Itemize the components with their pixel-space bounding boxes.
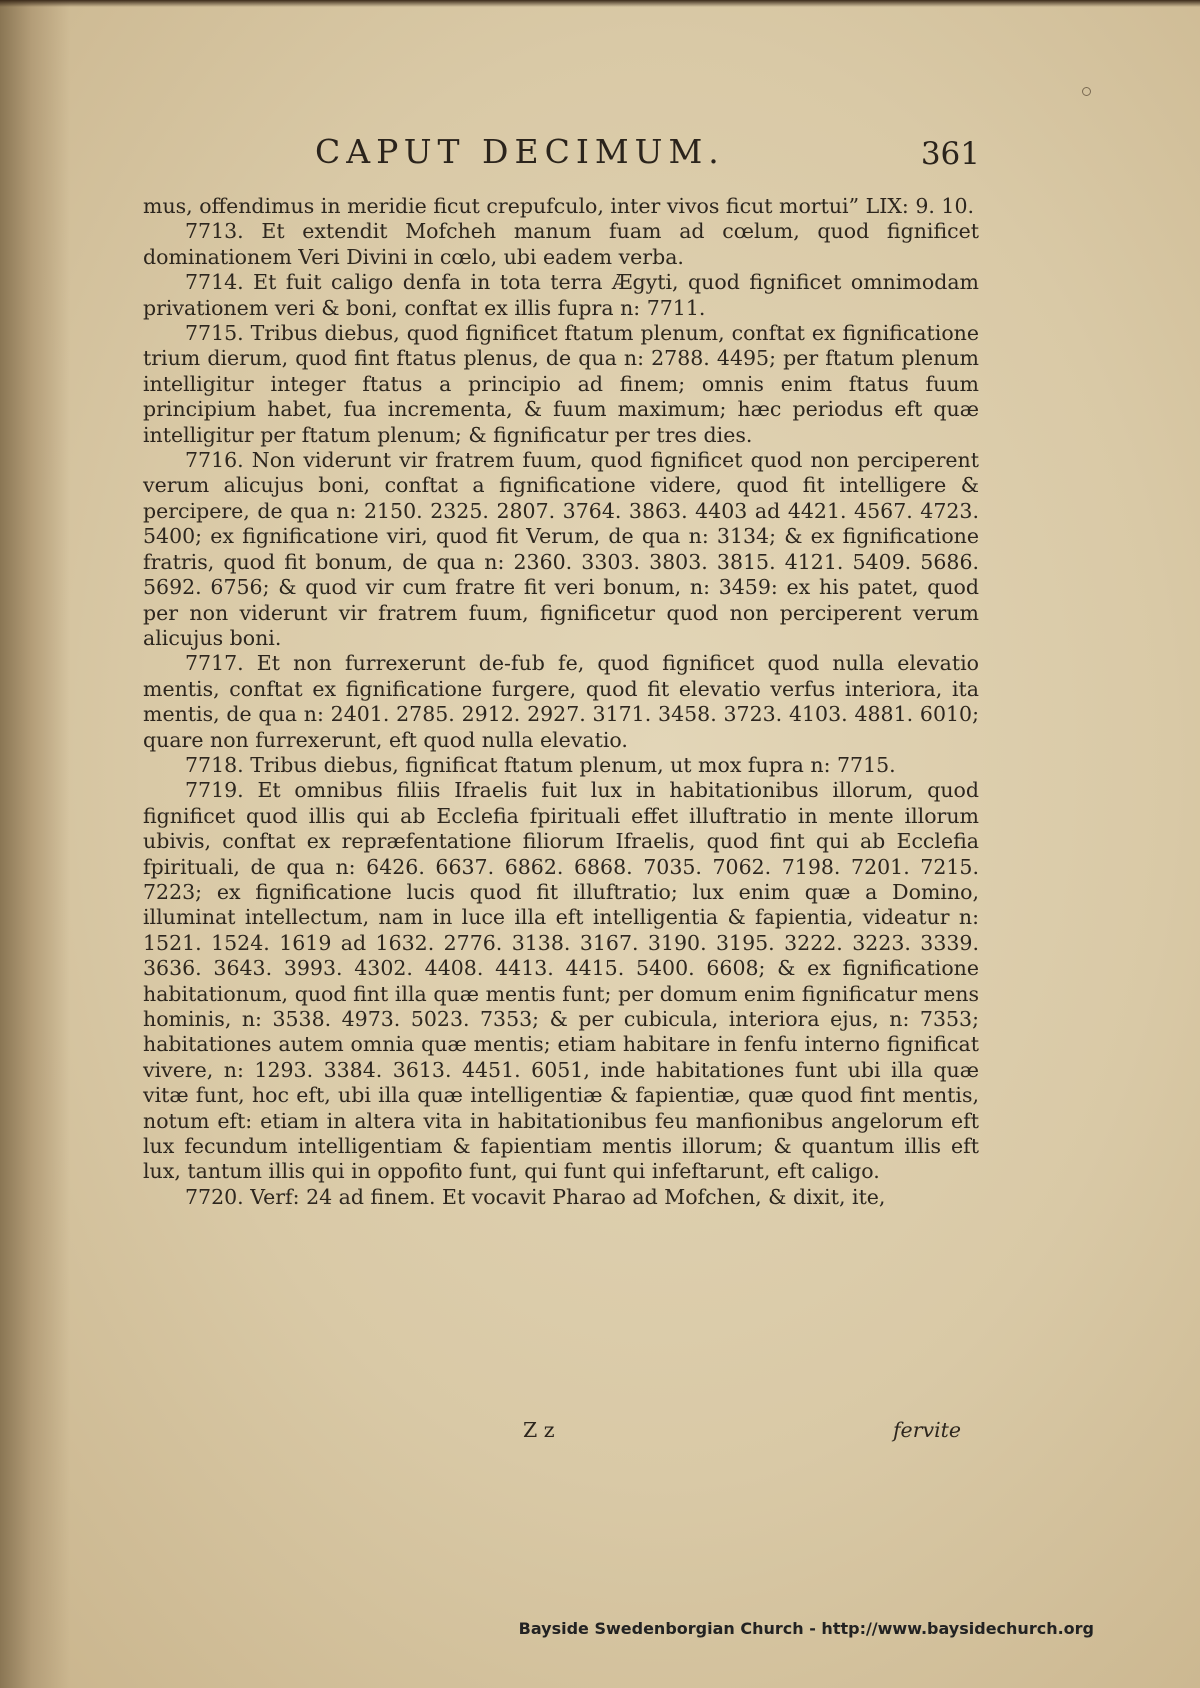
paragraph-7716: 7716. Non viderunt vir fratrem fuum, quod fignificet quod non perciperent verum alicujus boni, conftat a fignificatione videre, quod fit intelligere & percipere, de qua n: 2150. 2325. 2807. 3764. 3863. 4403 ad 4421. 4567. 4723. 5400; ex fignificatione viri, quod fit Verum, de qua n: 3134; & ex fignificatione fratris, quod fit bonum, de qua n: 2360. 3303. 3803. 3815. 4121. 5409. 5686. 5692. 6756; & quod vir cum fratre fit veri bonum, n: 3459: ex his patet, quod per non viderunt vir fratrem fuum, fignificetur quod non perciperent verum alicujus boni. — [143, 448, 979, 650]
signature-mark: Z z — [523, 1418, 555, 1442]
paragraph-7713: 7713. Et extendit Mofcheh manum fuam ad cœlum, quod fignificet dominationem Veri Divini in cœlo, ubi eadem verba. — [143, 219, 979, 269]
paragraph-continued: mus, offendimus in meridie ficut crepufculo, inter vivos ficut mortui” LIX: 9. 10. — [143, 194, 975, 218]
catchword: fervite — [892, 1418, 961, 1442]
page-header — [140, 132, 980, 182]
page-foot — [143, 1418, 979, 1448]
margin-mark — [1082, 87, 1091, 96]
source-credit: Bayside Swedenborgian Church - http://www.baysidechurch.org — [518, 1619, 1094, 1638]
running-title: CAPUT DECIMUM. — [315, 132, 725, 171]
paragraph-7714: 7714. Et fuit caligo denfa in tota terra Ægyti, quod fignificet omnimodam privationem veri & boni, conftat ex illis fupra n: 7711. — [143, 270, 979, 320]
paragraph-7719: 7719. Et omnibus filiis Ifraelis fuit lux in habitationibus illorum, quod fignificet quod illis qui ab Ecclefia fpirituali effet illuftratio in mente illorum ubivis, conftat ex repræfentatione filiorum Ifraelis, quod fint qui ab Ecclefia fpirituali, de qua n: 6426. 6637. 6862. 6868. 7035. 7062. 7198. 7201. 7215. 7223; ex fignificatione lucis quod fit illuftratio; lux enim quæ a Domino, illuminat intellectum, nam in luce illa eft intelligentia & fapientia, videatur n: 1521. 1524. 1619 ad 1632. 2776. 3138. 3167. 3190. 3195. 3222. 3223. 3339. 3636. 3643. 3993. 4302. 4408. 4413. 4415. 5400. 6608; & ex fignificatione habitationum, quod fint illa quæ mentis funt; per domum enim fignificatur mens hominis, n: 3538. 4973. 5023. 7353; & per cubicula, interiora ejus, n: 7353; habitationes autem omnia quæ mentis; etiam habitare in fenfu interno fignificat vivere, n: 1293. 3384. 3613. 4451. 6051, inde habitationes funt ubi illa quæ vitæ funt, hoc eft, ubi illa quæ intelligentiæ & fapientiæ, quæ quod fint mentis, notum eft: etiam in altera vita in habitationibus feu manfionibus angelorum eft lux fecundum intelligentiam & fapientiam mentis illorum; & quantum illis eft lux, tantum illis qui in oppofito funt, qui funt qui infeftarunt, eft caligo. — [143, 778, 979, 1184]
page-top-edge — [0, 0, 1200, 7]
paragraph-7717: 7717. Et non furrexerunt de-fub fe, quod fignificet quod nulla elevatio mentis, conftat ex fignificatione furgere, quod fit elevatio verfus interiora, ita mentis, de qua n: 2401. 2785. 2912. 2927. 3171. 3458. 3723. 4103. 4881. 6010; quare non furrexerunt, eft quod nulla elevatio. — [143, 651, 979, 752]
paragraph-7720: 7720. Verf: 24 ad finem. Et vocavit Pharao ad Mofchen, & dixit, ite, — [185, 1184, 886, 1209]
paragraph-7715: 7715. Tribus diebus, quod fignificet ftatum plenum, conftat ex fignificatione trium dierum, quod fint ftatus plenus, de qua n: 2788. 4495; per ftatum plenum intelligitur integer ftatus a principio ad finem; omnis enim ftatus fuum principium habet, fua incrementa, & fuum maximum; hæc periodus eft quæ intelligitur per ftatum plenum; & fignificatur per tres dies. — [143, 321, 979, 447]
paragraph-7718: 7718. Tribus diebus, fignificat ftatum plenum, ut mox fupra n: 7715. — [185, 752, 896, 777]
page-gutter-shadow — [0, 0, 70, 1688]
body-text — [143, 194, 979, 1210]
page-number: 361 — [920, 136, 980, 172]
